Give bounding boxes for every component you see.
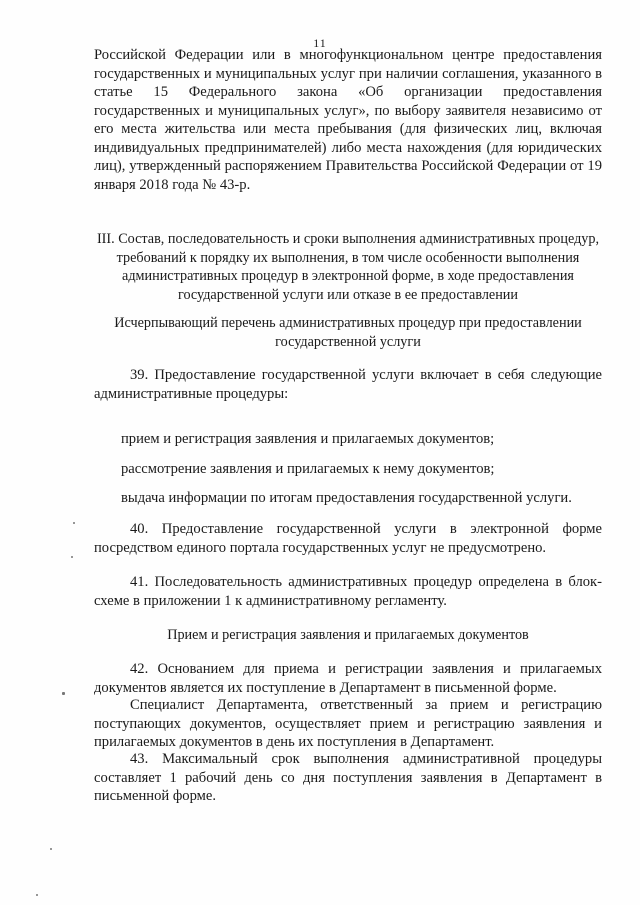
procedure-item-2: рассмотрение заявления и прилагаемых к нему документов; (121, 461, 495, 477)
procedure-item-3: выдача информации по итогам предоставления государственной услуги. (121, 490, 572, 506)
paragraph-39: 39. Предоставление государственной услуги включает в себя следующие административные процедуры: (94, 367, 602, 402)
scan-speck (62, 692, 65, 695)
paragraph-42-specialist: Специалист Департамента, ответственный за прием и регистрацию поступающих документов, осуществляет прием и регистрацию заявления и прилагаемых документов в день их поступления в Департамент. (94, 697, 602, 750)
subheading-exhaustive-list: Исчерпывающий перечень административных процедур при предоставлении государственной услуги (114, 315, 582, 350)
subheading-reception: Прием и регистрация заявления и прилагаемых документов (167, 627, 529, 643)
scan-speck (71, 556, 73, 558)
page-number: 11 (313, 36, 327, 50)
paragraph-40: 40. Предоставление государственной услуги в электронной форме посредством единого портала государственных услуг не предусмотрено. (94, 521, 602, 556)
scan-speck (73, 522, 75, 524)
paragraph-41: 41. Последовательность административных процедур определена в блок-схеме в приложении 1 к административному регламенту. (94, 574, 602, 609)
scan-speck (36, 894, 38, 896)
paragraph-42: 42. Основанием для приема и регистрации заявления и прилагаемых документов является их поступление в Департамент в письменной форме. (94, 661, 602, 696)
section-heading: III. Состав, последовательность и сроки выполнения административных процедур, требований к порядку их выполнения, в том числе особенности выполнения административных процедур в электронной форме, в ходе предоставления государственной услуги или отказе в ее предоставлении (96, 231, 600, 303)
procedure-item-1: прием и регистрация заявления и прилагаемых документов; (121, 431, 495, 447)
intro-paragraph: Российской Федерации или в многофункциональном центре предоставления государственных и муниципальных услуг при наличии соглашения, указанного в статье 15 Федерального закона «Об организации предоставления государственных и муниципальных услуг», по выбору заявителя независимо от его места жительства или места пребывания (для физических лиц, включая индивидуальных предпринимателей) либо места нахождения (для юридических лиц), утвержденный распоряжением Правительства Российской Федерации от 19 января 2018 года № 43-р. (94, 47, 602, 193)
scan-speck (50, 848, 52, 850)
paragraph-43: 43. Максимальный срок выполнения административной процедуры составляет 1 рабочий день со дня поступления заявления в Департамент в письменной форме. (94, 751, 602, 804)
